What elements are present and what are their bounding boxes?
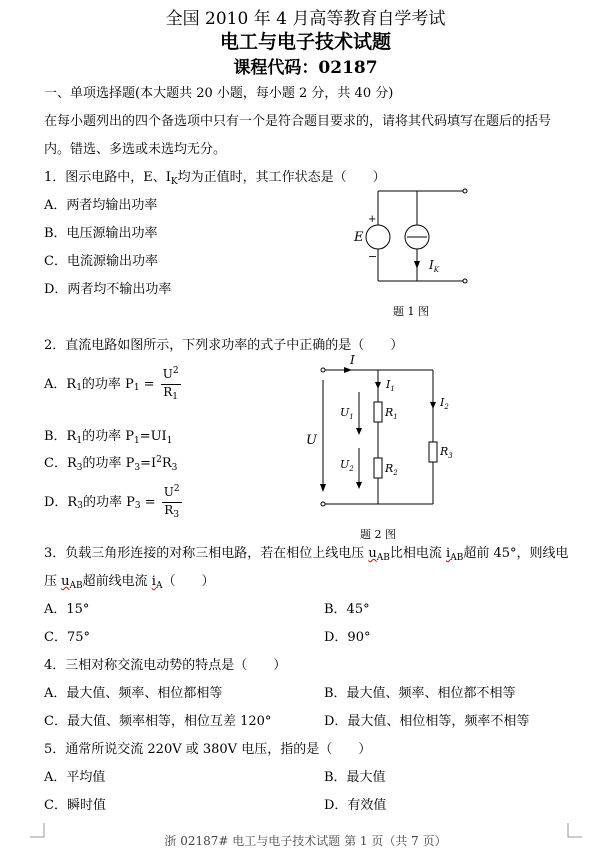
question-5-option-b: B．最大值 <box>324 770 386 785</box>
question-3-option-d: D．90° <box>324 630 371 645</box>
instruction-line-1: 在每小题列出的四个备选项中只有一个是符合题目要求的，请将其代码填写在题后的括号 <box>44 114 552 129</box>
figure-2-R2-label: $R_2$ <box>385 462 398 477</box>
page-footer: 浙 02187# 电工与电子技术试题 第 1 页（共 7 页） <box>164 834 447 848</box>
figure-2-U2-label: $U_2$ <box>340 458 354 473</box>
question-3-stem-line-1: 3．负载三角形连接的对称三相电路，若在相位上线电压 $u_{AB}$比相电流 $i_{AB}$超前 45°，则线电 <box>44 546 569 563</box>
question-1-option-c: C．电流源输出功率 <box>44 254 158 269</box>
figure-2-circuit <box>300 352 470 542</box>
section-heading: 一、单项选择题(本大题共 20 小题，每小题 2 分，共 40 分) <box>44 86 394 101</box>
figure-1-minus-label: − <box>368 250 378 263</box>
exam-title: 全国 2010 年 4 月高等教育自学考试 <box>165 9 446 29</box>
figure-1-plus-label: + <box>368 214 377 225</box>
figure-2-U-label: U <box>306 433 317 448</box>
instruction-line-2: 内。错选、多选或未选均无分。 <box>44 142 227 157</box>
figure-2-R3-label: $R_3$ <box>440 445 453 460</box>
question-4-option-a: A．最大值、频率、相位都相等 <box>44 686 223 701</box>
question-4-stem: 4．三相对称交流电动势的特点是（ ） <box>44 658 287 673</box>
figure-2-R1-label: $R_1$ <box>385 406 398 421</box>
subject-title: 电工与电子技术试题 <box>219 31 391 53</box>
question-2-option-c: C．$R_3$的功率 $P_3=I^2R_3$ <box>44 455 178 473</box>
figure-1-E-label: E <box>354 230 364 245</box>
figure-1-caption: 题 1 图 <box>393 305 429 318</box>
question-4-option-b: B．最大值、频率、相位都不相等 <box>324 686 516 701</box>
course-code: 课程代码：02187 <box>233 58 378 78</box>
question-3-option-b: B．45° <box>324 602 370 617</box>
question-2-option-d: D．R 3 的功率 P 3 = $\frac{U^2}{R_3}$ <box>44 484 180 520</box>
question-3-stem-line-2: 压 $u_{AB}$超前线电流 $i_A$（ ） <box>44 574 215 591</box>
question-1-option-b: B．电压源输出功率 <box>44 226 158 241</box>
figure-2-I1-label: $I_1$ <box>386 378 395 393</box>
question-4-option-c: C．最大值、频率相等，相位互差 120° <box>44 714 272 729</box>
figure-1-I-label: $I_K$ <box>429 258 439 274</box>
question-1-option-a: A．两者均输出功率 <box>44 198 158 213</box>
question-4-option-d: D．最大值、相位相等，频率不相等 <box>324 714 530 729</box>
figure-2-I2-label: $I_2$ <box>440 396 449 411</box>
figure-1-circuit <box>345 185 485 320</box>
question-5-stem: 5．通常所说交流 220V 或 380V 电压，指的是（ ） <box>44 742 372 757</box>
question-5-option-c: C．瞬时值 <box>44 798 106 813</box>
question-1-stem: 1．图示电路中，E、$I_K$均为正值时，其工作状态是（ ） <box>44 170 386 187</box>
question-2-stem: 2．直流电路如图所示，下列求功率的式子中正确的是（ ） <box>44 338 404 353</box>
figure-2-caption: 题 2 图 <box>360 528 396 541</box>
question-5-option-a: A．平均值 <box>44 770 106 785</box>
question-1-option-d: D．两者均不输出功率 <box>44 282 172 297</box>
question-3-option-a: A．15° <box>44 602 90 617</box>
question-2-option-b: B．$R_1$的功率 $P_1=UI_1$ <box>44 429 173 446</box>
question-3-option-c: C．75° <box>44 630 90 645</box>
question-5-option-d: D．有效值 <box>324 798 387 813</box>
question-2-option-a: A．R 1 的功率 P 1 = $\frac{U^2}{R_1}$ <box>44 366 179 402</box>
figure-2-U1-label: $U_1$ <box>340 406 354 421</box>
figure-2-I-label: I <box>350 353 355 367</box>
